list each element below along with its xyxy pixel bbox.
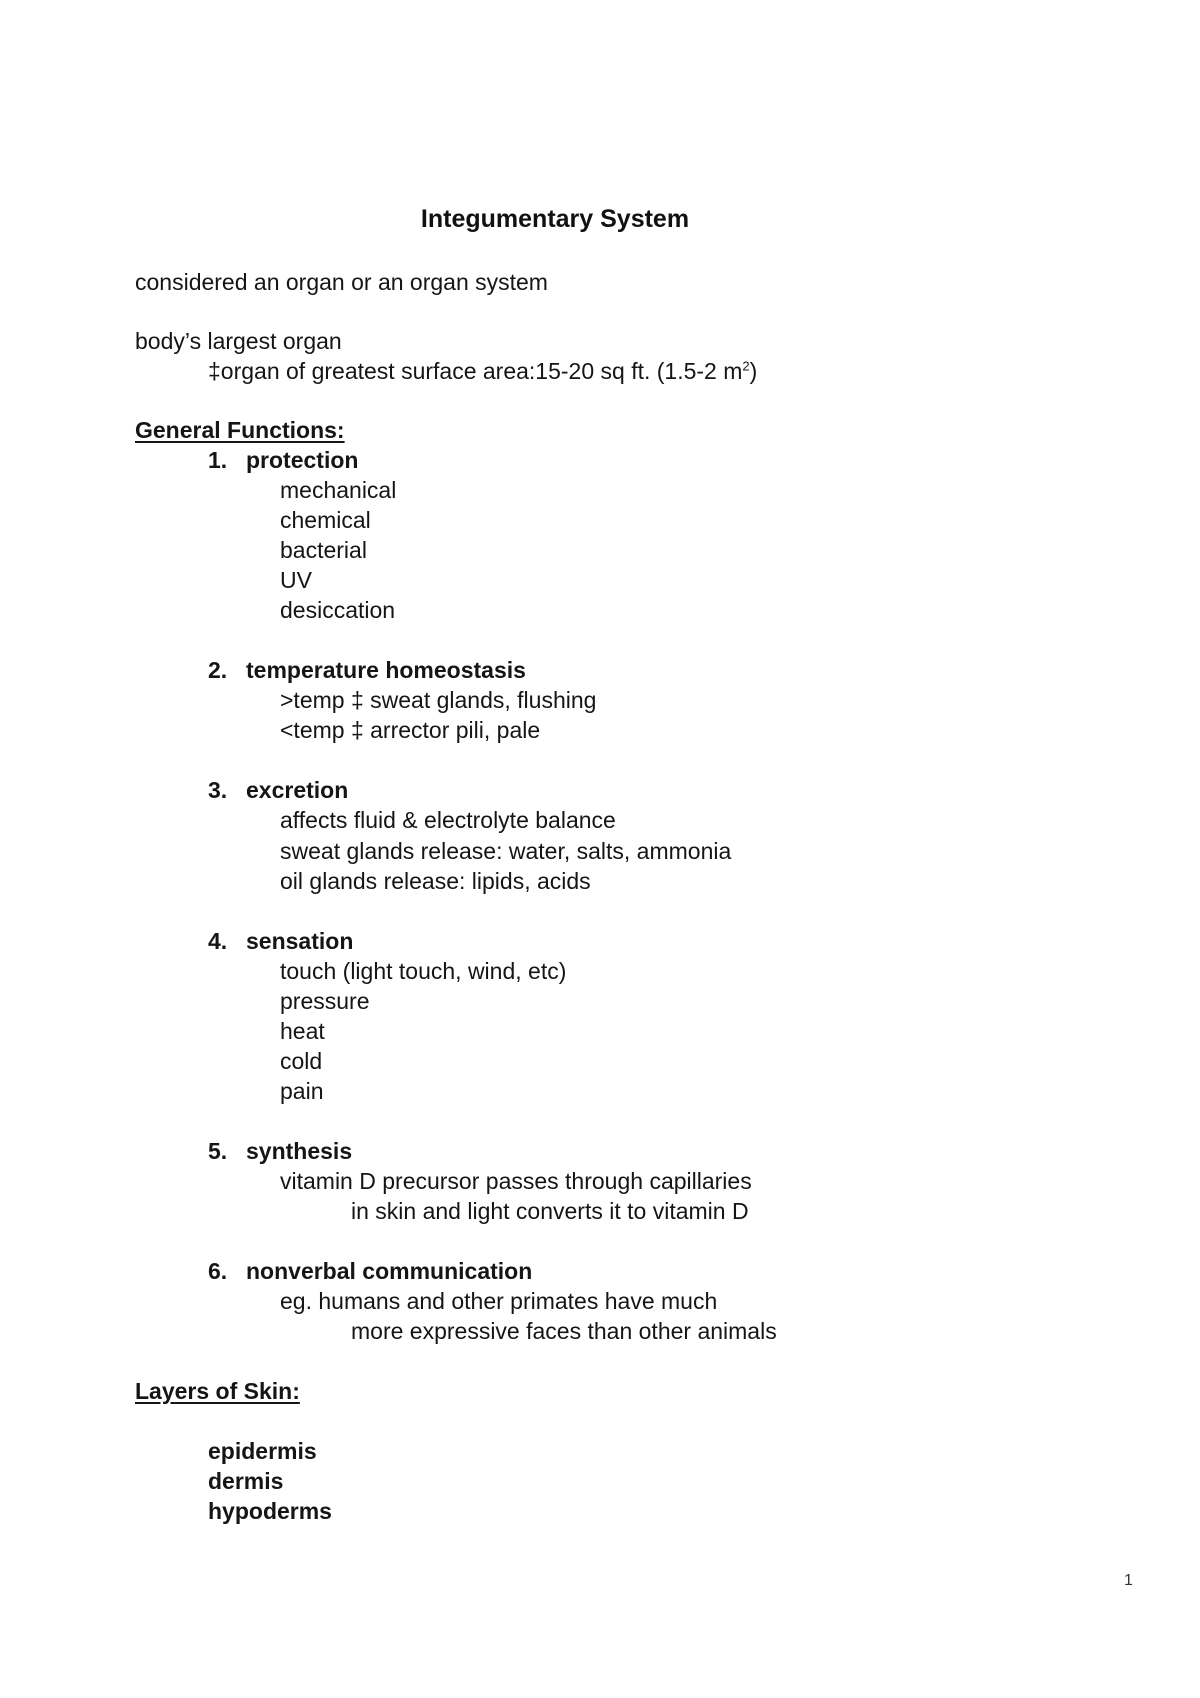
function-detail: oil glands release: lipids, acids [280, 868, 591, 894]
function-item-title [208, 776, 348, 804]
intro-line-3-superscript: 2 [742, 358, 750, 374]
page-number: 1 [1124, 1572, 1133, 1589]
function-item-label: excretion [246, 777, 349, 803]
function-item-label: sensation [246, 928, 354, 954]
function-item-number: 3. [208, 777, 228, 803]
function-detail: sweat glands release: water, salts, ammonia [280, 838, 732, 864]
function-item-title [208, 927, 353, 955]
function-detail: bacterial [280, 537, 367, 563]
layer-item: dermis [208, 1468, 284, 1494]
function-item-title [208, 446, 358, 474]
function-item-title [208, 656, 526, 684]
function-detail: in skin and light converts it to vitamin D [351, 1198, 749, 1224]
function-item-number: 6. [208, 1258, 228, 1284]
document-title: Integumentary System [420, 205, 690, 233]
function-detail: pressure [280, 988, 370, 1014]
function-item-label: temperature homeostasis [246, 657, 526, 683]
function-detail: mechanical [280, 477, 397, 503]
intro-line-3 [208, 357, 757, 385]
function-detail: <temp ‡ arrector pili, pale [280, 717, 541, 743]
function-item-number: 4. [208, 928, 228, 954]
intro-line-3-text: ‡organ of greatest surface area:15-20 sq ft. (1.5-2 m [208, 358, 743, 384]
function-item-label: nonverbal communication [246, 1258, 533, 1284]
function-item-number: 2. [208, 657, 228, 683]
intro-line-1: considered an organ or an organ system [135, 269, 548, 295]
layers-heading: Layers of Skin: [135, 1378, 300, 1404]
general-functions-heading: General Functions: [135, 417, 345, 443]
layer-item: hypoderms [208, 1498, 332, 1524]
function-item-label: protection [246, 447, 359, 473]
function-item-title [208, 1257, 532, 1285]
function-item-number: 5. [208, 1138, 228, 1164]
function-item-title [208, 1137, 352, 1165]
function-detail: chemical [280, 507, 371, 533]
function-detail: cold [280, 1048, 323, 1074]
function-detail: more expressive faces than other animals [351, 1318, 777, 1344]
function-detail: eg. humans and other primates have much [280, 1288, 718, 1314]
function-item-label: synthesis [246, 1138, 353, 1164]
intro-line-3-close: ) [749, 358, 758, 384]
function-detail: affects fluid & electrolyte balance [280, 807, 616, 833]
function-detail: heat [280, 1018, 325, 1044]
function-detail: touch (light touch, wind, etc) [280, 958, 567, 984]
function-item-number: 1. [208, 447, 228, 473]
function-detail: pain [280, 1078, 324, 1104]
function-detail: desiccation [280, 597, 396, 623]
function-detail: vitamin D precursor passes through capillaries [280, 1168, 752, 1194]
function-detail: UV [280, 567, 312, 593]
layer-item: epidermis [208, 1438, 317, 1464]
intro-line-2: body’s largest organ [135, 328, 342, 354]
function-detail: >temp ‡ sweat glands, flushing [280, 687, 597, 713]
